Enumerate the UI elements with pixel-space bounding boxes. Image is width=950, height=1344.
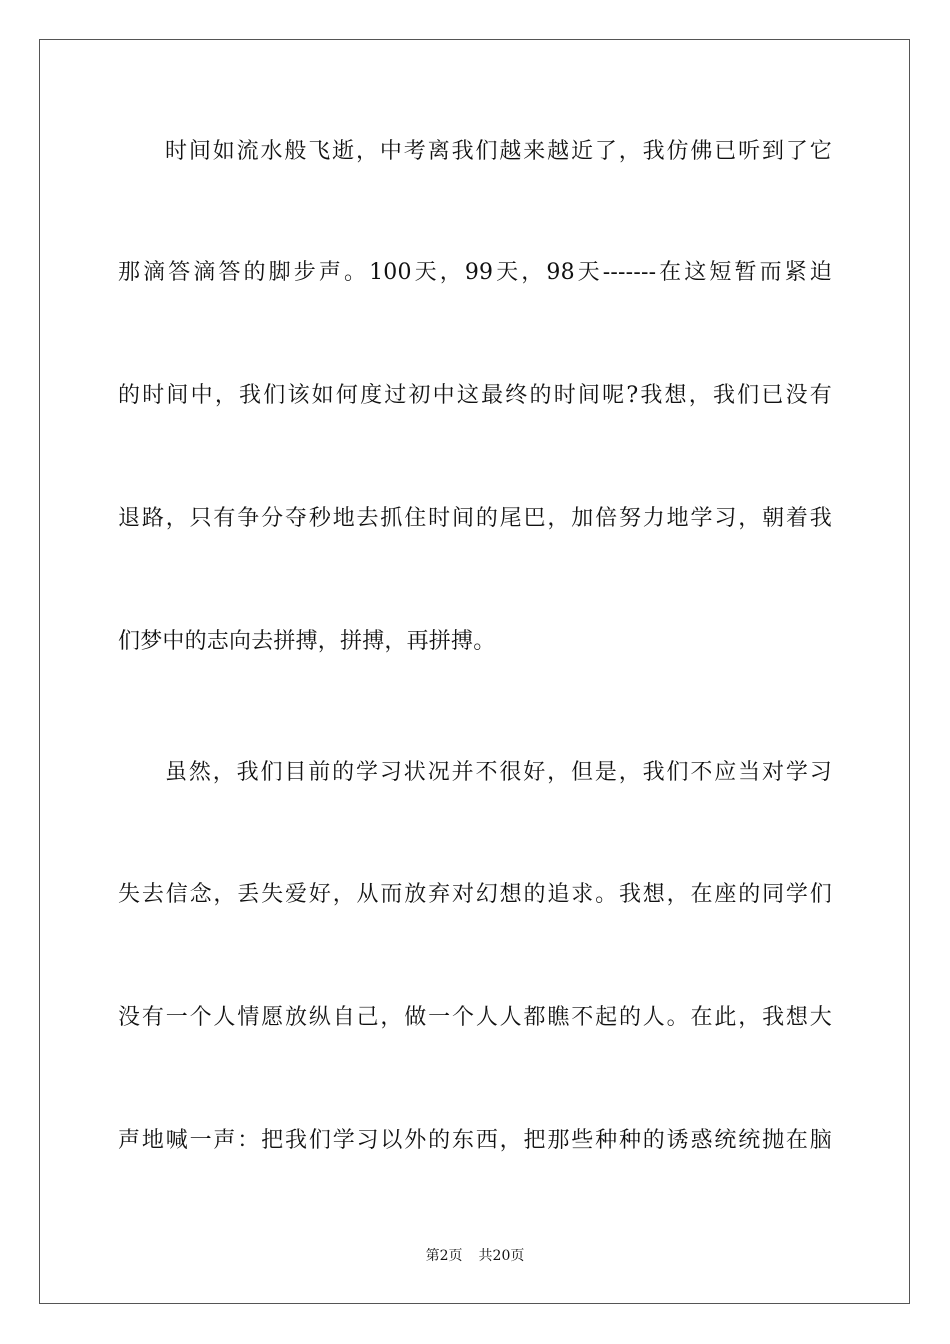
- paragraph-1-line-4: 退路，只有争分夺秒地去抓住时间的尾巴，加倍努力地学习，朝着我: [118, 506, 832, 531]
- paragraph-2-line-3: 没有一个人情愿放纵自己，做一个人人都瞧不起的人。在此，我想大: [118, 1005, 832, 1030]
- page-number-total: 共20页: [478, 1248, 525, 1264]
- paragraph-1-line-5: 们梦中的志向去拼搏，拼搏，再拼搏。: [118, 629, 496, 654]
- page-number-current: 第2页: [425, 1248, 463, 1264]
- paragraph-2-line-1: 虽然，我们目前的学习状况并不很好，但是，我们不应当对学习: [165, 760, 832, 785]
- paragraph-2-line-2: 失去信念，丢失爱好，从而放弃对幻想的追求。我想，在座的同学们: [118, 882, 832, 907]
- paragraph-2-line-4: 声地喊一声：把我们学习以外的东西，把那些种种的诱惑统统抛在脑: [118, 1128, 832, 1153]
- page-footer: [0, 1246, 950, 1266]
- page-frame: [39, 39, 910, 1304]
- paragraph-1-line-3: 的时间中，我们该如何度过初中这最终的时间呢?我想，我们已没有: [118, 383, 832, 408]
- paragraph-1-line-1: 时间如流水般飞逝，中考离我们越来越近了，我仿佛已听到了它: [165, 139, 832, 164]
- paragraph-1-line-2: 那滴答滴答的脚步声。100天，99天，98天-------在这短暂而紧迫: [118, 260, 832, 285]
